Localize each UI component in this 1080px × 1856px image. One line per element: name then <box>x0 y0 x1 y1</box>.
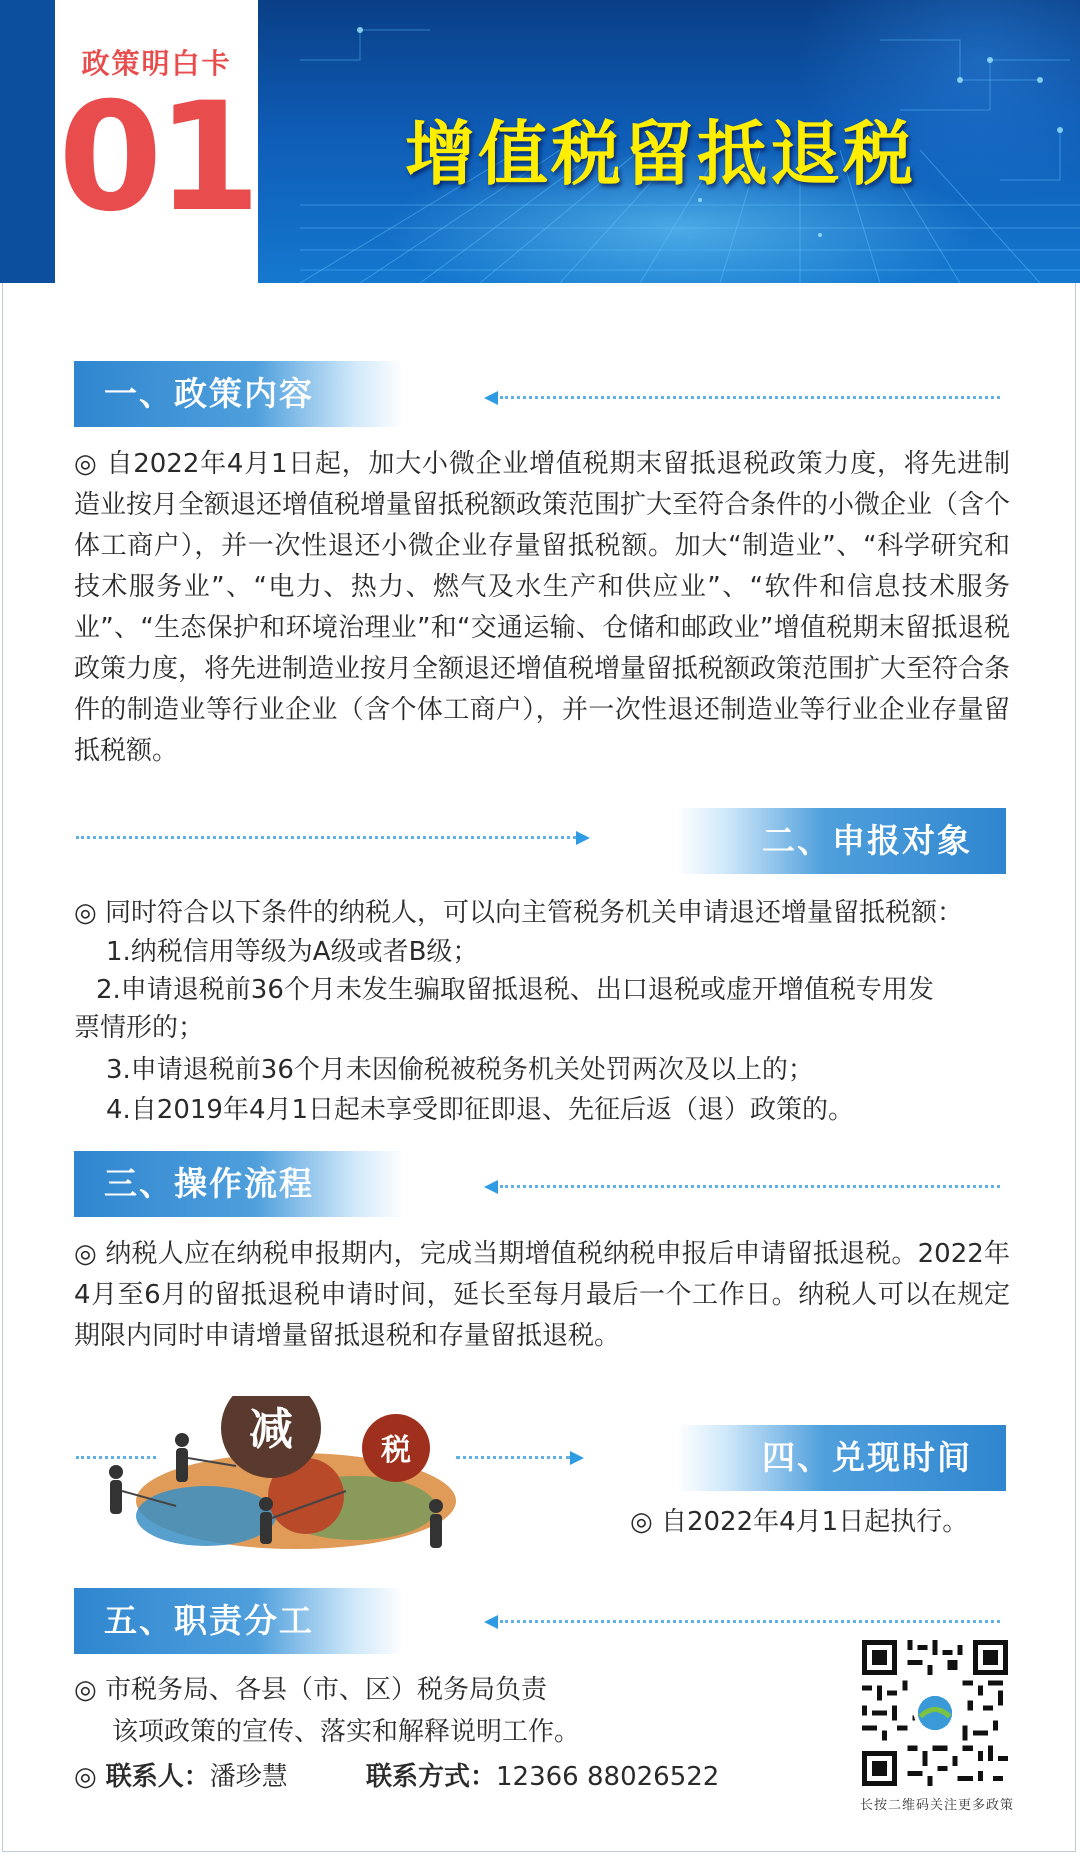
contact-row <box>74 1757 288 1797</box>
arrow-left-icon <box>484 1615 498 1629</box>
section-heading-applicants: 二、申报对象 <box>676 808 1006 874</box>
responsibility-line-2: 该项政策的宣传、落实和解释说明工作。 <box>112 1717 581 1747</box>
contact-name: 潘珍慧 <box>209 1762 288 1792</box>
policy-card-badge <box>55 0 258 283</box>
policy-paragraph: ◎ 自2022年4月1日起，加大小微企业增值税期末留抵退税政策力度，将先进制造业按月全额退还增值税增量留抵税额政策范围扩大至符合条件的小微企业（含个体工商户），并一次性退还小微企业存量留抵税额。加大“制造业”、“科学研究和技术服务业”、“电力、热力、燃气及水生产和供应业”、“软件和信息技术服务业”、“生态保护和环境治理业”和“交通运输、仓储和邮政业”增值税期末留抵退税政策力度，将先进制造业按月全额退还增值税增量留抵税额政策范围扩大至符合条件的制造业等行业企业（含个体工商户），并一次性退还制造业等行业企业存量留抵税额。 <box>74 449 1011 766</box>
process-paragraph: ◎ 纳税人应在纳税申报期内，完成当期增值税纳税申报后申请留抵退税。2022年4月至6月的留抵退税申请时间，延长至每月最后一个工作日。纳税人可以在规定期限内同时申请增量留抵退税和存量留抵退税。 <box>74 1239 1010 1351</box>
illus-small-char: 税 <box>381 1433 411 1468</box>
section-heading-timing: 四、兑现时间 <box>676 1425 1006 1491</box>
arrow-right-icon <box>576 831 590 845</box>
arrow-left-icon <box>484 1180 498 1194</box>
dotted-divider <box>76 836 576 839</box>
dotted-divider <box>500 396 1000 399</box>
condition-item-2: 2.申请退税前36个月未发生骗取留抵退税、出口退税或虚开增值税专用发 <box>96 975 934 1005</box>
arrow-right-icon <box>570 1451 584 1465</box>
contact-method-row <box>366 1757 719 1797</box>
timing-text: ◎ 自2022年4月1日起执行。 <box>630 1507 969 1537</box>
section-heading-process: 三、操作流程 <box>74 1151 404 1217</box>
applicants-intro: ◎ 同时符合以下条件的纳税人，可以向主管税务机关申请退还增量留抵税额： <box>74 898 963 928</box>
condition-item-2-cont: 票情形的； <box>74 1013 205 1043</box>
qr-caption: 长按二维码关注更多政策 <box>859 1798 1014 1813</box>
page-title: 增值税留抵退税 <box>405 113 916 195</box>
dotted-divider <box>500 1185 1000 1188</box>
condition-item-3: 3.申请退税前36个月未因偷税被税务机关处罚两次及以上的； <box>106 1055 814 1085</box>
dotted-divider <box>500 1620 1000 1623</box>
section-heading-policy: 一、政策内容 <box>74 361 404 427</box>
responsibility-line-1: ◎ 市税务局、各县（市、区）税务局负责 <box>74 1675 547 1705</box>
condition-item-1: 1.纳税信用等级为A级或者B级； <box>106 937 479 967</box>
contact-phone: 12366 88026522 <box>496 1762 720 1792</box>
illus-big-char: 减 <box>249 1404 293 1455</box>
section-heading-responsibility: 五、职责分工 <box>74 1588 404 1654</box>
qr-code[interactable] <box>862 1640 1008 1786</box>
card-number: 01 <box>58 71 255 245</box>
tax-cut-illustration <box>86 1396 486 1556</box>
condition-item-4: 4.自2019年4月1日起未享受即征即退、先征后返（退）政策的。 <box>106 1095 855 1125</box>
card-label: 政策明白卡 <box>81 47 232 80</box>
arrow-left-icon <box>484 391 498 405</box>
banner <box>0 0 1080 283</box>
contact-label: ◎ 联系人： <box>74 1762 210 1792</box>
contact-method-label: 联系方式： <box>366 1762 497 1792</box>
